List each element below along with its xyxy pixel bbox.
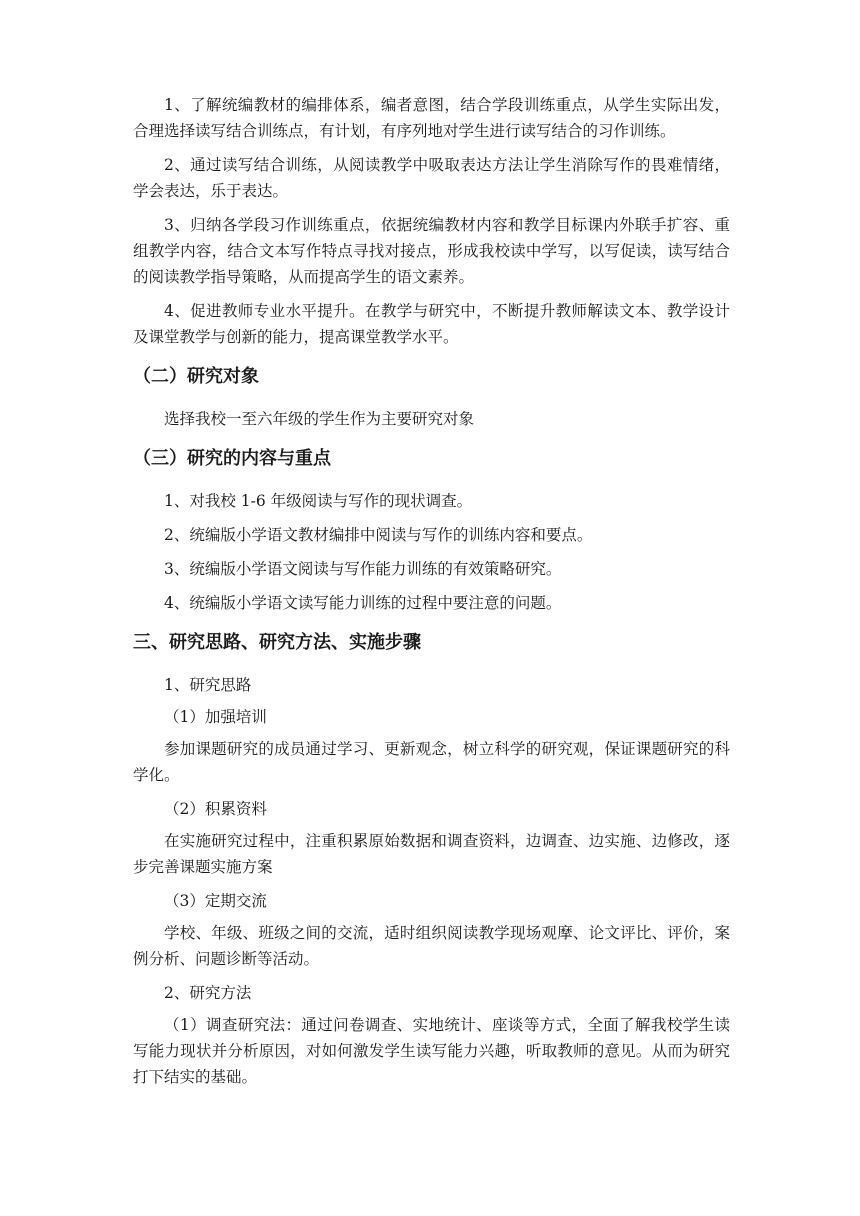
part-three-heading: 三、研究思路、研究方法、实施步骤 (133, 632, 421, 653)
step-1-text: 参加课题研究的成员通过学习、更新观念，树立科学的研究观，保证课题研究的科学化。 (133, 740, 730, 784)
objective-3: 3、归纳各学段习作训练重点，依据统编教材内容和教学目标课内外联手扩容、重组教学内容，结合文本写作特点寻找对接点，形成我校读中学写，以写促读，读写结合的阅读教学指导策略，从而提高学生的语文素养。 (133, 216, 730, 286)
section-research-subject-text: 选择我校一至六年级的学生作为主要研究对象 (164, 410, 475, 428)
section-research-subject-heading: （二）研究对象 (133, 366, 259, 387)
step-2-title: （2）积累资料 (164, 800, 267, 818)
research-thinking-title: 1、研究思路 (164, 676, 252, 694)
section-research-content-heading: （三）研究的内容与重点 (133, 448, 331, 469)
content-item-3: 3、统编版小学语文阅读与写作能力训练的有效策略研究。 (164, 560, 562, 578)
step-3-text: 学校、年级、班级之间的交流，适时组织阅读教学现场观摩、论文评比、评价，案例分析、问题诊断等活动。 (133, 924, 730, 968)
content-item-2: 2、统编版小学语文教材编排中阅读与写作的训练内容和要点。 (164, 526, 593, 544)
step-3-title: （3）定期交流 (164, 892, 267, 910)
objective-1: 1、了解统编教材的编排体系，编者意图，结合学段训练重点，从学生实际出发，合理选择读写结合训练点，有计划，有序列地对学生进行读写结合的习作训练。 (133, 96, 730, 140)
content-item-1: 1、对我校 1-6 年级阅读与写作的现状调查。 (164, 492, 473, 510)
method-1-text: （1）调查研究法：通过问卷调查、实地统计、座谈等方式，全面了解我校学生读写能力现状并分析原因，对如何激发学生读写能力兴趣，听取教师的意见。从而为研究打下结实的基础。 (133, 1016, 730, 1086)
content-item-4: 4、统编版小学语文读写能力训练的过程中要注意的问题。 (164, 594, 562, 612)
step-2-text: 在实施研究过程中，注重积累原始数据和调查资料，边调查、边实施、边修改，逐步完善课题实施方案 (133, 832, 730, 876)
objective-2: 2、通过读写结合训练，从阅读教学中吸取表达方法让学生消除写作的畏难情绪，学会表达，乐于表达。 (133, 156, 730, 200)
step-1-title: （1）加强培训 (164, 708, 267, 726)
research-methods-title: 2、研究方法 (164, 984, 252, 1002)
objective-4: 4、促进教师专业水平提升。在教学与研究中，不断提升教师解读文本、教学设计及课堂教学与创新的能力，提高课堂教学水平。 (133, 302, 730, 346)
